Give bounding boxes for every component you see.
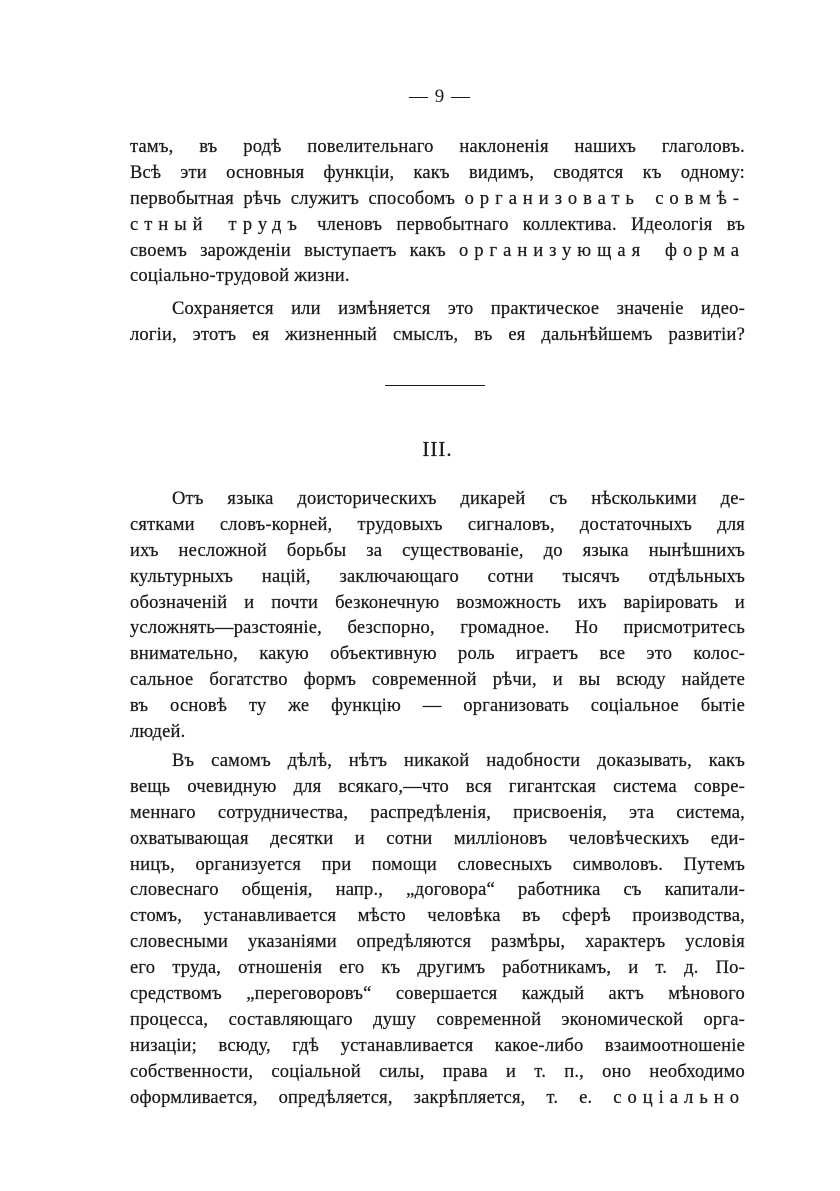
text-line: людей.: [130, 722, 186, 743]
text-line: Отъ языка доисторическихъ дикарей съ нѣсколькими де-: [172, 489, 745, 509]
text-line: [130, 187, 745, 213]
text-line: сальное богатство формъ современной рѣчи, и вы всюду найдете: [130, 670, 745, 691]
spaced-text: организующая форма: [459, 240, 745, 261]
text-line: вещь очевидную для всякаго,—что вся гигантская система совре-: [130, 776, 745, 797]
text-line: культурныхъ націй, заключающаго сотни тысячъ отдѣльныхъ: [130, 566, 745, 587]
text-line: ницъ, организуется при помощи словесныхъ символовъ. Путемъ: [130, 854, 745, 875]
text-line: [130, 1086, 745, 1112]
text-segment: первобытная рѣчь служитъ способомъ: [130, 188, 465, 209]
spaced-text: стный трудъ: [130, 214, 303, 235]
text-line: словесными указаніями опредѣляются размѣры, характеръ условія: [130, 932, 745, 953]
text-line: соціально-трудовой жизни.: [130, 266, 350, 287]
text-line: средствомъ „переговоровъ“ совершается каждый актъ мѣнового: [130, 984, 745, 1005]
text-segment: своемъ зарожденіи выступаетъ какъ: [130, 240, 460, 261]
text-line: [130, 239, 745, 265]
text-line: стомъ, устанавливается мѣсто человѣка въ сферѣ производства,: [130, 906, 745, 927]
text-line: его труда, отношенія его къ другимъ работникамъ, и т. д. По-: [130, 958, 745, 979]
text-line: внимательно, какую объективную роль играетъ все это колос-: [130, 644, 745, 665]
text-line: ихъ несложной борьбы за существованіе, до языка нынѣшнихъ: [130, 540, 745, 561]
text-line: обозначеній и почти безконечную возможность ихъ варіировать и: [130, 592, 745, 613]
section-heading: III.: [422, 437, 453, 461]
text-segment: оформливается, опредѣляется, закрѣпляется, т. е.: [130, 1087, 614, 1108]
text-line: сятками словъ-корней, трудовыхъ сигналовъ, достаточныхъ для: [130, 514, 745, 535]
text-line: словеснаго общенія, напр., „договора“ работника съ капитали-: [130, 880, 745, 901]
paragraph: [130, 297, 745, 349]
text-line: низаціи; всюду, гдѣ устанавливается какое-либо взаимоотношеніе: [130, 1035, 745, 1056]
spaced-text: соціально: [613, 1087, 745, 1108]
text-line: охватывающая десятки и сотни милліоновъ человѣческихъ еди-: [130, 828, 745, 849]
text-line: усложнять—разстояніе, безспорно, громадное. Но присмотритесь: [130, 618, 745, 639]
text-line: тамъ, въ родѣ повелительнаго наклоненія нашихъ глаголовъ.: [130, 137, 745, 157]
text-line: Въ самомъ дѣлѣ, нѣтъ никакой надобности доказывать, какъ: [172, 751, 745, 771]
paragraph: [130, 749, 745, 1111]
spaced-text: организовать совмѣ-: [464, 188, 745, 209]
text-line: собственности, соціальной силы, права и т. п., оно необходимо: [130, 1061, 745, 1082]
text-line: процесса, составляющаго душу современной экономической орга-: [130, 1009, 745, 1030]
text-line: [130, 213, 745, 239]
text-segment: членовъ первобытнаго коллектива. Идеологія въ: [302, 214, 745, 235]
text-line: въ основѣ ту же функцію — организовать соціальное бытіе: [130, 696, 745, 717]
page-number: — 9 —: [409, 86, 471, 107]
section-divider: [385, 385, 485, 386]
text-line: Всѣ эти основныя функціи, какъ видимъ, сводятся къ одному:: [130, 162, 745, 183]
text-line: меннаго сотрудничества, распредѣленія, присвоенія, эта система,: [130, 802, 745, 823]
paragraph: [130, 135, 745, 290]
text-line: Сохраняется или измѣняется это практическое значеніе идео-: [172, 299, 745, 319]
paragraph: [130, 487, 745, 746]
text-line: логіи, этотъ ея жизненный смыслъ, въ ея дальнѣйшемъ развитіи?: [130, 324, 745, 345]
